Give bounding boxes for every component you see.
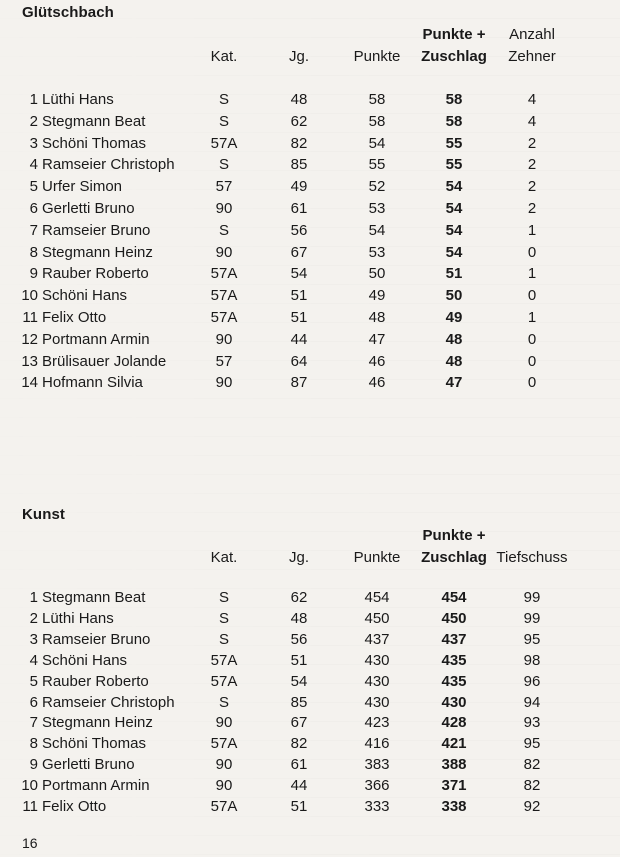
shooter-name: Schöni Thomas bbox=[42, 134, 146, 152]
shooter-name: Gerletti Bruno bbox=[42, 756, 135, 774]
category-cell: 57A bbox=[210, 672, 238, 690]
points-with-bonus-cell: 48 bbox=[445, 330, 463, 348]
shooter-name: Urfer Simon bbox=[42, 178, 123, 196]
shooter-name: Rauber Roberto bbox=[42, 672, 149, 690]
rank-number: 11 bbox=[22, 798, 38, 815]
birth-year-cell: 44 bbox=[290, 330, 308, 348]
tiebreak-cell: 0 bbox=[527, 243, 537, 261]
shooter-name: Portmann Armin bbox=[42, 330, 150, 348]
rank-number: 12 bbox=[21, 330, 38, 348]
points-cell: 437 bbox=[364, 630, 390, 648]
shooter-name: Felix Otto bbox=[42, 309, 107, 326]
rank-number: 8 bbox=[29, 243, 38, 261]
birth-year-cell: 48 bbox=[290, 91, 308, 108]
category-cell: 90 bbox=[215, 200, 233, 217]
points-with-bonus-cell: 454 bbox=[441, 589, 467, 606]
points-with-bonus-cell: 48 bbox=[445, 352, 463, 370]
birth-year-cell: 67 bbox=[290, 243, 308, 261]
birth-year-cell: 87 bbox=[290, 374, 308, 392]
rank-number: 7 bbox=[29, 221, 38, 239]
points-cell: 50 bbox=[368, 265, 386, 283]
category-cell: 90 bbox=[215, 777, 233, 795]
shooter-name: Felix Otto bbox=[42, 798, 107, 815]
points-cell: 333 bbox=[364, 798, 390, 815]
points-with-bonus-cell: 421 bbox=[441, 735, 467, 753]
tiebreak-cell: 2 bbox=[527, 200, 537, 217]
table-row bbox=[0, 796, 620, 818]
shooter-name: Schöni Hans bbox=[42, 651, 128, 669]
shooter-name: Lüthi Hans bbox=[42, 91, 114, 108]
tiebreak-cell: 1 bbox=[527, 309, 537, 326]
tiebreak-cell: 2 bbox=[527, 134, 537, 152]
rank-number: 2 bbox=[29, 112, 38, 130]
category-cell: 90 bbox=[215, 756, 233, 774]
tiebreak-cell: 1 bbox=[527, 265, 537, 283]
shooter-name: Ramseier Bruno bbox=[42, 221, 151, 239]
rank-number: 4 bbox=[29, 651, 38, 669]
table-row bbox=[0, 176, 620, 198]
rank-number: 13 bbox=[21, 352, 38, 370]
header-zuschlag-line1: Punkte + bbox=[422, 527, 486, 544]
points-with-bonus-cell: 51 bbox=[445, 265, 463, 283]
points-with-bonus-cell: 428 bbox=[441, 714, 467, 732]
birth-year-cell: 54 bbox=[290, 265, 308, 283]
tiebreak-cell: 0 bbox=[527, 287, 537, 305]
points-cell: 55 bbox=[368, 156, 386, 174]
category-cell: 57A bbox=[210, 651, 238, 669]
tiebreak-cell: 2 bbox=[527, 156, 537, 174]
birth-year-cell: 85 bbox=[290, 156, 308, 174]
points-cell: 423 bbox=[364, 714, 390, 732]
rank-number: 1 bbox=[29, 589, 38, 606]
table-row bbox=[0, 650, 620, 672]
points-with-bonus-cell: 54 bbox=[445, 221, 463, 239]
shooter-name: Stegmann Beat bbox=[42, 112, 146, 130]
category-cell: 90 bbox=[215, 330, 233, 348]
category-cell: S bbox=[218, 630, 229, 648]
shooter-name: Stegmann Heinz bbox=[42, 243, 153, 261]
header-zuschlag-line2: Zuschlag bbox=[421, 48, 487, 65]
rank-number: 1 bbox=[29, 91, 38, 108]
points-with-bonus-cell: 388 bbox=[441, 756, 467, 774]
tiebreak-cell: 94 bbox=[523, 693, 541, 711]
shooter-name: Rauber Roberto bbox=[42, 265, 149, 283]
rank-number: 6 bbox=[29, 693, 38, 711]
table-row bbox=[0, 111, 620, 133]
tiebreak-cell: 4 bbox=[527, 91, 537, 108]
section-title-kunst: Kunst bbox=[22, 506, 65, 523]
tiebreak-cell: 0 bbox=[527, 330, 537, 348]
rank-number: 3 bbox=[29, 630, 38, 648]
rank-number: 14 bbox=[21, 374, 38, 392]
birth-year-cell: 61 bbox=[290, 200, 308, 217]
points-cell: 383 bbox=[364, 756, 390, 774]
points-cell: 46 bbox=[368, 352, 386, 370]
header-last-line1: Anzahl bbox=[509, 26, 555, 43]
tiebreak-cell: 82 bbox=[523, 756, 541, 774]
category-cell: 57A bbox=[210, 798, 238, 815]
rank-number: 3 bbox=[29, 134, 38, 152]
shooter-name: Portmann Armin bbox=[42, 777, 150, 795]
tiebreak-cell: 99 bbox=[523, 589, 541, 606]
category-cell: 90 bbox=[215, 714, 233, 732]
birth-year-cell: 67 bbox=[290, 714, 308, 732]
points-with-bonus-cell: 49 bbox=[445, 309, 463, 326]
tiebreak-cell: 93 bbox=[523, 714, 541, 732]
points-with-bonus-cell: 47 bbox=[445, 374, 463, 392]
tiebreak-cell: 1 bbox=[527, 221, 537, 239]
shooter-name: Ramseier Bruno bbox=[42, 630, 151, 648]
tiebreak-cell: 82 bbox=[523, 777, 541, 795]
table-row bbox=[0, 608, 620, 630]
rank-number: 8 bbox=[29, 735, 38, 753]
table-row bbox=[0, 692, 620, 714]
table-row bbox=[0, 220, 620, 242]
category-cell: S bbox=[218, 156, 229, 174]
points-with-bonus-cell: 435 bbox=[441, 672, 467, 690]
tiebreak-cell: 98 bbox=[523, 651, 541, 669]
header-last-line2: Zehner bbox=[508, 48, 556, 65]
tiebreak-cell: 4 bbox=[527, 112, 537, 130]
category-cell: 57A bbox=[210, 735, 238, 753]
points-with-bonus-cell: 58 bbox=[445, 91, 463, 108]
birth-year-cell: 85 bbox=[290, 693, 308, 711]
points-with-bonus-cell: 50 bbox=[445, 287, 463, 305]
category-cell: 90 bbox=[215, 374, 233, 392]
rank-number: 7 bbox=[29, 714, 38, 732]
tiebreak-cell: 95 bbox=[523, 630, 541, 648]
shooter-name: Stegmann Beat bbox=[42, 589, 146, 606]
header-jg: Jg. bbox=[288, 48, 309, 65]
shooter-name: Ramseier Christoph bbox=[42, 156, 175, 174]
birth-year-cell: 62 bbox=[290, 112, 308, 130]
birth-year-cell: 44 bbox=[290, 777, 308, 795]
shooter-name: Hofmann Silvia bbox=[42, 374, 143, 392]
table-row bbox=[0, 89, 620, 111]
birth-year-cell: 62 bbox=[290, 589, 308, 606]
tiebreak-cell: 0 bbox=[527, 352, 537, 370]
category-cell: 90 bbox=[215, 243, 233, 261]
rank-number: 9 bbox=[29, 756, 38, 774]
rank-number: 11 bbox=[22, 309, 38, 326]
points-cell: 454 bbox=[364, 589, 390, 606]
rank-number: 9 bbox=[29, 265, 38, 283]
shooter-name: Ramseier Christoph bbox=[42, 693, 175, 711]
header-kat: Kat. bbox=[210, 549, 238, 566]
category-cell: 57A bbox=[210, 309, 238, 326]
points-with-bonus-cell: 55 bbox=[445, 156, 463, 174]
section-title-gluetschbach: Glütschbach bbox=[22, 4, 114, 21]
category-cell: 57A bbox=[210, 265, 238, 283]
points-cell: 430 bbox=[364, 693, 390, 711]
rank-number: 2 bbox=[29, 609, 38, 627]
points-cell: 47 bbox=[368, 330, 386, 348]
category-cell: S bbox=[218, 91, 229, 108]
points-with-bonus-cell: 371 bbox=[441, 777, 467, 795]
shooter-name: Brülisauer Jolande bbox=[42, 352, 167, 370]
rank-number: 10 bbox=[21, 777, 38, 795]
points-with-bonus-cell: 437 bbox=[441, 630, 467, 648]
category-cell: 57 bbox=[215, 178, 233, 196]
points-cell: 46 bbox=[368, 374, 386, 392]
category-cell: 57A bbox=[210, 287, 238, 305]
table-row bbox=[0, 775, 620, 797]
birth-year-cell: 61 bbox=[290, 756, 308, 774]
points-cell: 53 bbox=[368, 200, 386, 217]
table-row bbox=[0, 351, 620, 373]
rank-number: 4 bbox=[29, 156, 38, 174]
rank-number: 10 bbox=[21, 287, 38, 305]
shooter-name: Schöni Hans bbox=[42, 287, 128, 305]
birth-year-cell: 82 bbox=[290, 134, 308, 152]
category-cell: S bbox=[218, 609, 229, 627]
points-with-bonus-cell: 54 bbox=[445, 200, 463, 217]
category-cell: S bbox=[218, 693, 229, 711]
points-cell: 49 bbox=[368, 287, 386, 305]
table-row bbox=[0, 754, 620, 776]
tiebreak-cell: 96 bbox=[523, 672, 541, 690]
points-cell: 58 bbox=[368, 91, 386, 108]
header-tiefschuss: Tiefschuss bbox=[496, 549, 568, 566]
points-with-bonus-cell: 54 bbox=[445, 178, 463, 196]
points-with-bonus-cell: 430 bbox=[441, 693, 467, 711]
points-cell: 416 bbox=[364, 735, 390, 753]
table-row bbox=[0, 198, 620, 220]
table-row bbox=[0, 242, 620, 264]
tiebreak-cell: 99 bbox=[523, 609, 541, 627]
table-row bbox=[0, 372, 620, 394]
category-cell: S bbox=[218, 112, 229, 130]
birth-year-cell: 51 bbox=[290, 287, 308, 305]
points-cell: 430 bbox=[364, 672, 390, 690]
points-with-bonus-cell: 54 bbox=[445, 243, 463, 261]
points-cell: 58 bbox=[368, 112, 386, 130]
table-row bbox=[0, 671, 620, 693]
points-cell: 430 bbox=[364, 651, 390, 669]
birth-year-cell: 51 bbox=[290, 651, 308, 669]
points-with-bonus-cell: 58 bbox=[445, 112, 463, 130]
points-cell: 54 bbox=[368, 134, 386, 152]
birth-year-cell: 82 bbox=[290, 735, 308, 753]
header-zuschlag-line2: Zuschlag bbox=[421, 549, 487, 566]
category-cell: S bbox=[218, 221, 229, 239]
tiebreak-cell: 2 bbox=[527, 178, 537, 196]
birth-year-cell: 64 bbox=[290, 352, 308, 370]
table-row bbox=[0, 733, 620, 755]
points-with-bonus-cell: 435 bbox=[441, 651, 467, 669]
shooter-name: Schöni Thomas bbox=[42, 735, 146, 753]
table-row bbox=[0, 587, 620, 609]
birth-year-cell: 56 bbox=[290, 630, 308, 648]
category-cell: 57 bbox=[215, 352, 233, 370]
table-row bbox=[0, 263, 620, 285]
shooter-name: Gerletti Bruno bbox=[42, 200, 135, 217]
birth-year-cell: 51 bbox=[290, 309, 308, 326]
header-jg: Jg. bbox=[288, 549, 309, 566]
points-with-bonus-cell: 450 bbox=[441, 609, 467, 627]
header-kat: Kat. bbox=[210, 48, 238, 65]
table-row bbox=[0, 133, 620, 155]
table-row bbox=[0, 629, 620, 651]
birth-year-cell: 48 bbox=[290, 609, 308, 627]
points-cell: 54 bbox=[368, 221, 386, 239]
points-cell: 52 bbox=[368, 178, 386, 196]
tiebreak-cell: 95 bbox=[523, 735, 541, 753]
table-row bbox=[0, 154, 620, 176]
birth-year-cell: 54 bbox=[290, 672, 308, 690]
shooter-name: Stegmann Heinz bbox=[42, 714, 153, 732]
table-row bbox=[0, 712, 620, 734]
points-cell: 450 bbox=[364, 609, 390, 627]
table-row bbox=[0, 307, 620, 329]
header-zuschlag-line1: Punkte + bbox=[422, 26, 486, 43]
points-cell: 366 bbox=[364, 777, 390, 795]
tiebreak-cell: 92 bbox=[523, 798, 541, 815]
table-row bbox=[0, 329, 620, 351]
birth-year-cell: 49 bbox=[290, 178, 308, 196]
table-row bbox=[0, 285, 620, 307]
points-cell: 48 bbox=[368, 309, 386, 326]
points-with-bonus-cell: 338 bbox=[441, 798, 467, 815]
page-number: 16 bbox=[22, 835, 38, 851]
tiebreak-cell: 0 bbox=[527, 374, 537, 392]
shooter-name: Lüthi Hans bbox=[42, 609, 114, 627]
category-cell: 57A bbox=[210, 134, 238, 152]
header-punkte: Punkte bbox=[353, 549, 401, 566]
rank-number: 6 bbox=[29, 200, 38, 217]
birth-year-cell: 51 bbox=[290, 798, 308, 815]
birth-year-cell: 56 bbox=[290, 221, 308, 239]
rank-number: 5 bbox=[29, 178, 38, 196]
rank-number: 5 bbox=[29, 672, 38, 690]
points-cell: 53 bbox=[368, 243, 386, 261]
points-with-bonus-cell: 55 bbox=[445, 134, 463, 152]
category-cell: S bbox=[218, 589, 229, 606]
header-punkte: Punkte bbox=[353, 48, 401, 65]
